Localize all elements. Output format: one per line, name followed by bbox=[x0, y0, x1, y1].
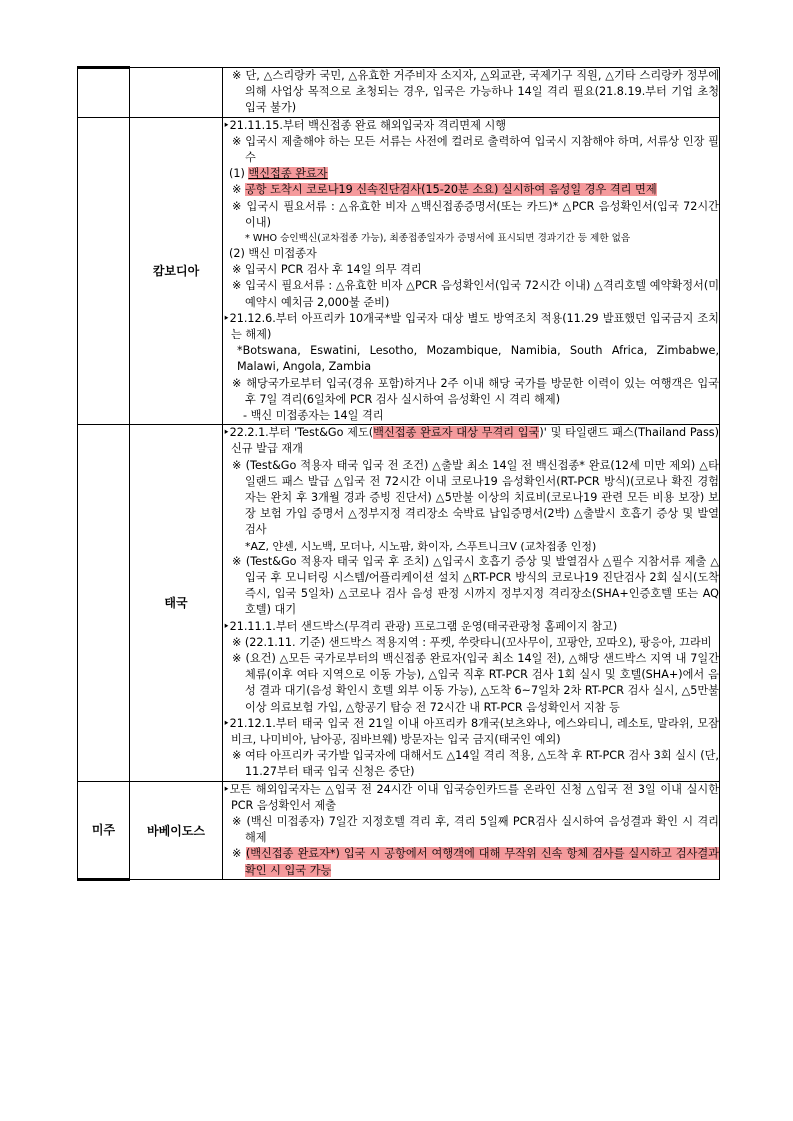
country-cell bbox=[130, 68, 223, 118]
note bbox=[223, 182, 719, 198]
detail-cell bbox=[223, 68, 720, 118]
note bbox=[223, 846, 719, 878]
bullet: ‣21.11.15.부터 백신접종 완료 해외입국자 격리면제 시행 bbox=[223, 118, 507, 132]
region-cell bbox=[78, 68, 130, 118]
country-label: 캄보디아 bbox=[130, 117, 223, 425]
row-barbados bbox=[78, 781, 720, 879]
region-cell bbox=[78, 425, 130, 781]
country-label: 바베이도스 bbox=[130, 781, 223, 879]
highlight: 백신접종 완료자 bbox=[248, 167, 328, 181]
region-cell bbox=[78, 117, 130, 425]
detail-cell bbox=[223, 425, 720, 781]
bullet: ‣21.12.1.부터 태국 입국 전 21일 이내 아프리카 8개국(보츠와나, 에스와티니, 레소토, 말라위, 모잠비크, 나미비아, 남아공, 짐바브웨) 방문자는 입국 금지(태국인 예외) bbox=[223, 716, 719, 746]
note-mark: ※ bbox=[232, 847, 246, 861]
highlight: (백신접종 완료자*) 입국 시 공항에서 여행객에 대해 무작위 신속 항체 검사를 실시하고 검사결과 확인 시 입국 가능 bbox=[245, 847, 719, 877]
detail-cell bbox=[223, 781, 720, 879]
highlight: 공항 도착시 코로나19 신속진단검사(15-20분 소요) 실시하여 음성일 경우 격리 면제 bbox=[244, 183, 657, 197]
note: ※ 입국시 필요서류 : △유효한 비자 △PCR 음성확인서(입국 72시간 이내) △격리호텔 예약확정서(미예약시 예치금 2,000불 준비) bbox=[232, 279, 719, 309]
note: ※ 여타 아프리카 국가발 입국자에 대해서도 △14일 격리 적용, △도착 후 RT-PCR 검사 3회 실시 (단, 11.27부터 태국 입국 신청은 중단) bbox=[232, 749, 719, 779]
subheading-prefix: (1) bbox=[229, 167, 249, 181]
policy-table bbox=[77, 66, 720, 881]
country-list: *Botswana, Eswatini, Lesotho, Mozambique, Namibia, South Africa, Zimbabwe, Malawi, Angola, Zambia bbox=[237, 344, 719, 374]
dash-item: - 백신 미접종자는 14일 격리 bbox=[243, 409, 384, 423]
text: )' 및 타일랜드 패스(Thailand Pass) 신규 발급 재개 bbox=[231, 426, 719, 456]
row-thailand bbox=[78, 425, 720, 781]
region-label: 미주 bbox=[78, 781, 130, 879]
note: ※ (Test&Go 적용자 태국 입국 전 조건) △출발 최소 14일 전 백신접종* 완료(12세 미만 제외) △타일랜드 패스 발급 △입국 전 72시간 이내 코로나19 음성확인서(RT-PCR 방식)(코로나 확진 경험자는 완치 후 3개월 경과 증빙 진단서) △5만불 이상의 치료비(코로나19 관련 모든 비용 보장) 보장 보험 가입 증명서 △정부지정 격리장소 숙박료 납입증명서(2박) △출발시 호흡기 증상 및 발열검사 bbox=[232, 458, 719, 537]
subheading bbox=[223, 166, 719, 182]
row-cambodia bbox=[78, 117, 720, 425]
row-sri-lanka bbox=[78, 68, 720, 118]
note: ※ 단, △스리랑카 국민, △유효한 거주비자 소지자, △외교관, 국제기구 직원, △기타 스리랑카 정부에 의해 사업상 목적으로 초청되는 경우, 입국은 가능하나 14일 격리 필요(21.8.19.부터 기업 초청 입국 불가) bbox=[232, 69, 719, 115]
bullet: ‣21.11.1.부터 샌드박스(무격리 관광) 프로그램 운영(태국관광청 홈페이지 참고) bbox=[223, 619, 618, 633]
highlight: 백신접종 완료자 대상 무격리 입국 bbox=[373, 426, 540, 440]
note: ※ (백신 미접종자) 7일간 지정호텔 격리 후, 격리 5일째 PCR검사 실시하여 음성결과 확인 시 격리 해제 bbox=[232, 814, 719, 845]
note: ※ 해당국가로부터 입국(경유 포함)하거나 2주 이내 해당 국가를 방문한 이력이 있는 여행객은 입국 후 7일 격리(6일차에 PCR 검사 실시하여 음성확인 시 격리 해제) bbox=[232, 376, 719, 406]
note: ※ 입국시 제출해야 하는 모든 서류는 사전에 컬러로 출력하여 입국시 지참해야 하며, 서류상 인장 필수 bbox=[232, 134, 719, 165]
text: ‣22.2.1.부터 'Test&Go 제도( bbox=[223, 426, 374, 440]
note: ※ (22.1.11. 기준) 샌드박스 적용지역 : 푸켓, 쑤랏타니(꼬사무이, 꼬팡안, 꼬따오), 팡응아, 끄라비 bbox=[232, 635, 712, 649]
bullet: ‣21.12.6.부터 아프리카 10개국*발 입국자 대상 별도 방역조치 적용(11.29 발표했던 입국금지 조치는 해제) bbox=[223, 311, 719, 342]
subheading: (2) 백신 미접종자 bbox=[229, 247, 317, 261]
country-label: 태국 bbox=[130, 425, 223, 781]
footnote: *AZ, 얀센, 시노백, 모더나, 시노팜, 화이자, 스푸트니크V (교차접종 인정) bbox=[245, 539, 597, 553]
note: ※ 입국시 PCR 검사 후 14일 의무 격리 bbox=[232, 263, 422, 277]
note: ※ (요건) △모든 국가로부터의 백신접종 완료자(입국 최소 14일 전), △해당 샌드박스 지역 내 7일간 체류(이후 여타 지역으로 이동 가능), △입국 직후 RT-PCR 검사 1회 실시 및 호텔(SHA+)에서 음성 결과 대기(음성 확인시 호텔 외부 이동 가능), △도착 6~7일차 2차 RT-PCR 검사 실시, △5만불 이상 의료보험 가입, △항공기 탑승 전 72시간 내 RT-PCR 음성확인서 지참 등 bbox=[232, 651, 719, 714]
note-mark: ※ bbox=[232, 183, 245, 197]
detail-cell bbox=[223, 117, 720, 425]
bullet: ‣모든 해외입국자는 △입국 전 24시간 이내 입국승인카드를 온라인 신청 △입국 전 3일 이내 실시한 PCR 음성확인서 제출 bbox=[223, 782, 719, 812]
footnote: * WHO 승인백신(교차접종 가능), 최종접종일자가 증명서에 표시되면 경과기간 등 제한 없음 bbox=[245, 233, 631, 245]
note: ※ 입국시 필요서류 : △유효한 비자 △백신접종증명서(또는 카드)* △PCR 음성확인서(입국 72시간 이내) bbox=[232, 199, 719, 229]
bullet bbox=[223, 425, 719, 457]
note: ※ (Test&Go 적용자 태국 입국 후 조치) △입국시 호흡기 증상 및 발열검사 △필수 지참서류 제출 △입국 후 모니터링 시스템/어플리케이션 설치 △RT-PCR 방식의 코로나19 진단검사 2회 실시(도착 즉시, 입국 5일차) △코로나 검사 음성 판정 시까지 정부지정 격리장소(SHA+인증호텔 또는 AQ 호텔) 대기 bbox=[232, 554, 719, 617]
